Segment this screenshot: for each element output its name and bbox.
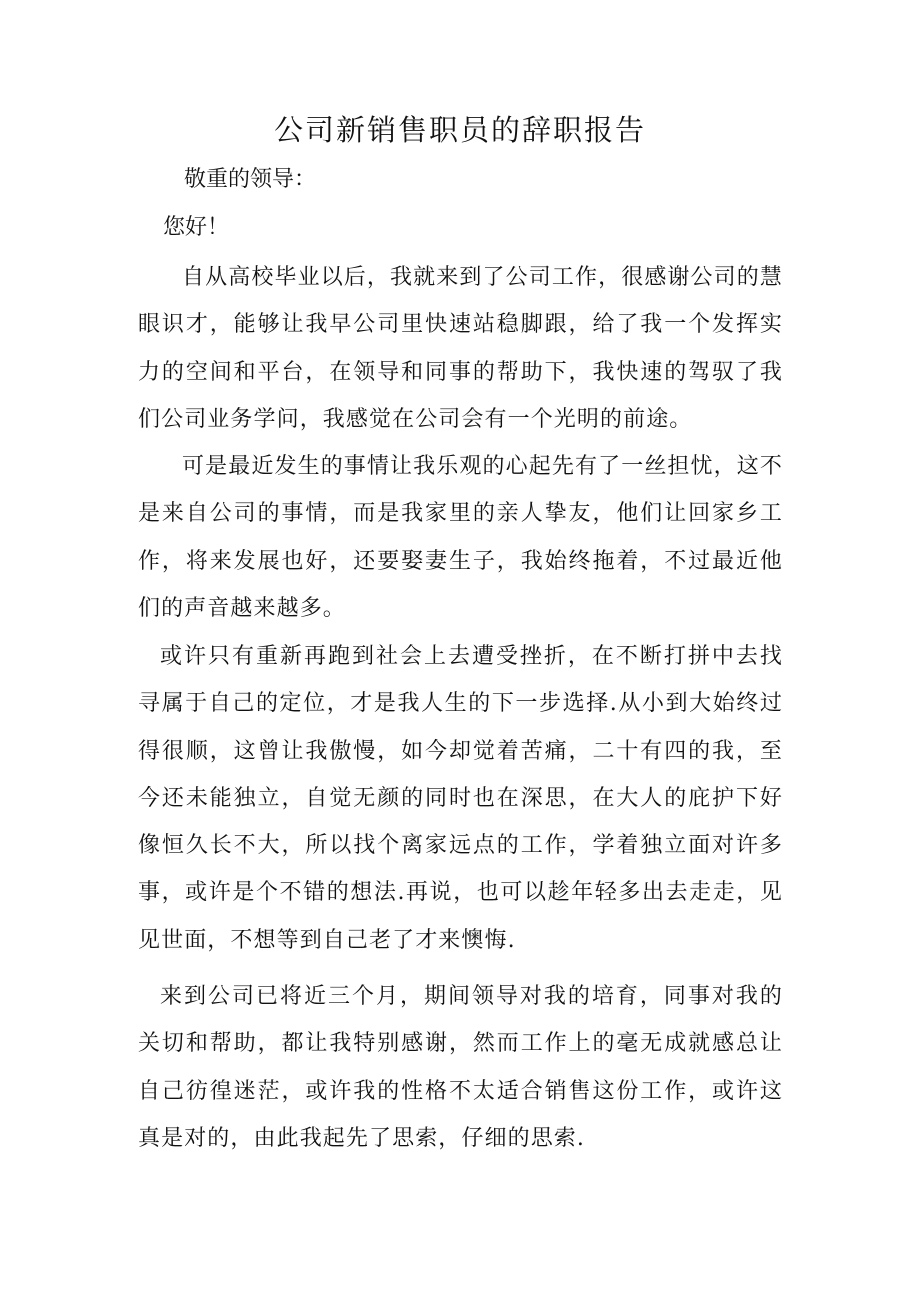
- paragraph-1: 自从高校毕业以后，我就来到了公司工作，很感谢公司的慧眼识才，能够让我早公司里快速站稳脚跟，给了我一个发挥实力的空间和平台，在领导和同事的帮助下，我快速的驾驭了我们公司业务学问，我感觉在公司会有一个光明的前途。: [138, 265, 783, 432]
- paragraph-3: 或许只有重新再跑到社会上去遭受挫折，在不断打拼中去找寻属于自己的定位，才是我人生的下一步选择.从小到大始终过得很顺，这曾让我傲慢，如今却觉着苦痛，二十有四的我，至今还未能独立，自觉无颜的同时也在深思，在大人的庇护下好像恒久长不大，所以找个离家远点的工作，学着独立面对许多事，或许是个不错的想法.再说，也可以趁年轻多出去走走，见见世面，不想等到自己老了才来懊悔.: [138, 644, 783, 953]
- greeting: 您好！: [163, 215, 230, 240]
- paragraph-4: 来到公司已将近三个月，期间领导对我的培育，同事对我的关切和帮助，都让我特别感谢，然而工作上的毫无成就感总让自己彷徨迷茫，或许我的性格不太适合销售这份工作，或许这真是对的，由此我起先了思索，仔细的思索.: [138, 984, 783, 1151]
- document-title: 公司新销售职员的辞职报告: [273, 113, 646, 147]
- salutation: 敬重的领导：: [184, 167, 317, 192]
- paragraph-2: 可是最近发生的事情让我乐观的心起先有了一丝担忧，这不是来自公司的事情，而是我家里的亲人挚友，他们让回家乡工作，将来发展也好，还要娶妻生子，我始终拖着，不过最近他们的声音越来越多。: [138, 454, 783, 621]
